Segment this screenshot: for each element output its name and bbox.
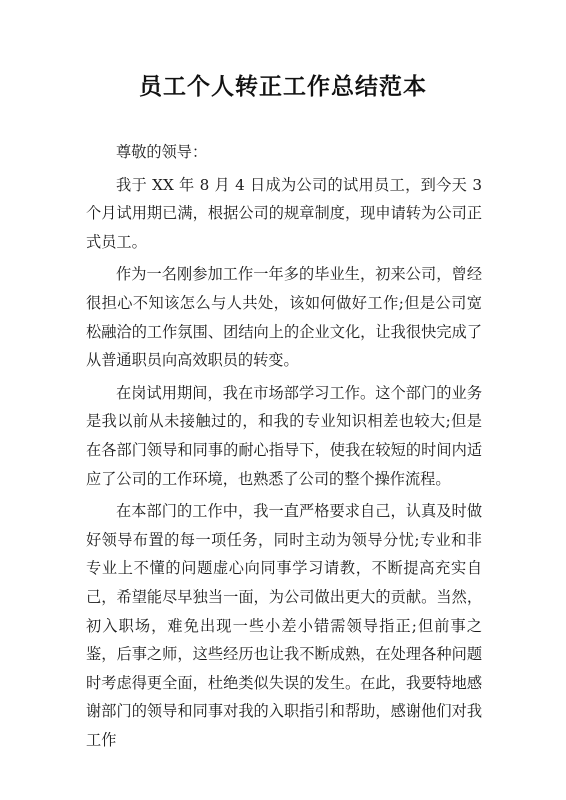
paragraph-adaptation: 作为一名刚参加工作一年多的毕业生，初来公司，曾经很担心不知该怎么与人共处，该如何做好工作;但是公司宽松融洽的工作氛围、团结向上的企业文化，让我很快完成了从普通职员向高效职员的转变。: [86, 265, 482, 370]
greeting-line: 尊敬的领导：: [116, 143, 208, 161]
document-title: 员工个人转正工作总结范本: [139, 74, 427, 100]
paragraph-marketing-dept: 在岗试用期间，我在市场部学习工作。这个部门的业务是我以前从未接触过的，和我的专业知识相差也较大;但是在各部门领导和同事的耐心指导下，使我在较短的时间内适应了公司的工作环境，也熟悉了公司的整个操作流程。: [86, 383, 482, 488]
paragraph-probation-request: 我于 XX 年 8 月 4 日成为公司的试用员工，到今天 3 个月试用期已满，根据公司的规章制度，现申请转为公司正式员工。: [86, 175, 482, 251]
paragraph-work-attitude: 在本部门的工作中，我一直严格要求自己，认真及时做好领导布置的每一项任务，同时主动为领导分忧;专业和非专业上不懂的问题虚心向同事学习请教，不断提高充实自己，希望能尽早独当一面，为公司做出更大的贡献。当然，初入职场，难免出现一些小差小错需领导指正;但前事之鉴，后事之师，这些经历也让我不断成熟，在处理各种问题时考虑得更全面，杜绝类似失误的发生。在此，我要特地感谢部门的领导和同事对我的入职指引和帮助，感谢他们对我工作: [86, 502, 482, 749]
document-body: [86, 138, 482, 758]
